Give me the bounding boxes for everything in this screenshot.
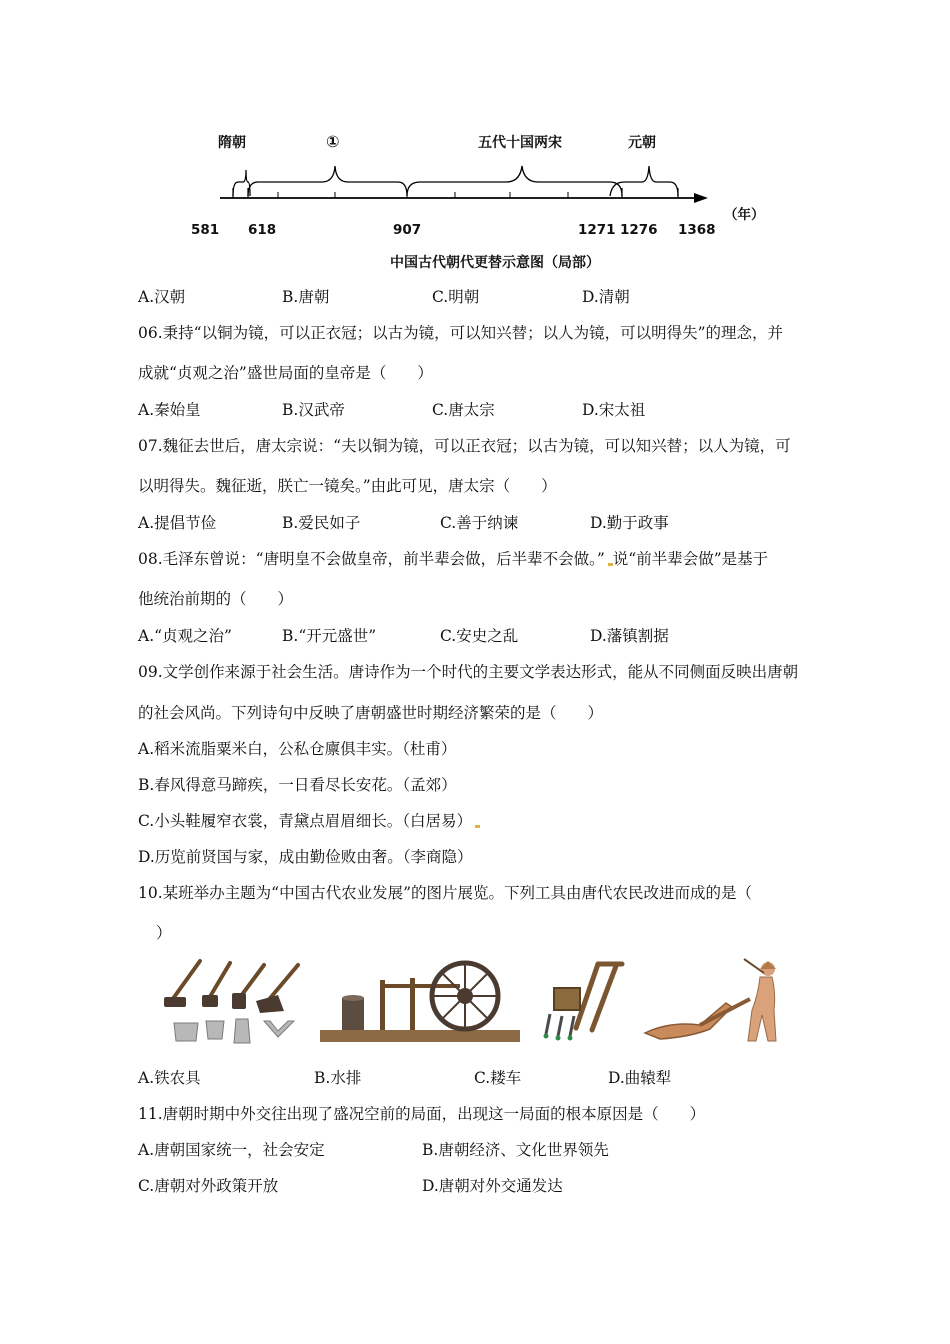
q05-option-c: C.明朝 xyxy=(432,288,480,306)
q05-option-b: B.唐朝 xyxy=(282,288,330,306)
q09-option-c-text: C.小头鞋履窄衣裳，青黛点眉眉细长。（白居易） xyxy=(138,812,472,830)
timeline-year: 618 xyxy=(248,222,277,238)
q08-stem-line2: 他统治前期的（ ） xyxy=(138,590,294,608)
q06-stem-line2: 成就“贞观之治”盛世局面的皇帝是（ ） xyxy=(138,364,433,382)
q07-option-a: A.提倡节俭 xyxy=(138,514,217,532)
q08-option-c: C.安史之乱 xyxy=(440,627,519,645)
q09-option-b: B.春风得意马蹄疾，一日看尽长安花。（孟郊） xyxy=(138,776,457,794)
timeline-year: 1271 xyxy=(578,222,616,238)
timeline-svg xyxy=(210,150,720,220)
q07-option-c: C.善于纳谏 xyxy=(440,514,519,532)
curved-plough-image xyxy=(640,955,795,1050)
q09-option-a: A.稻米流脂粟米白，公私仓廪俱丰实。（杜甫） xyxy=(138,740,457,758)
q08-stem-line1 xyxy=(138,547,768,569)
q06-option-a: A.秦始皇 xyxy=(138,401,201,419)
brace-tang xyxy=(248,166,407,196)
q09-option-c xyxy=(138,809,480,831)
timeline-year: 1276 xyxy=(620,222,658,238)
q07-option-d: D.勤于政事 xyxy=(590,514,669,532)
timeline-label-circle: ① xyxy=(326,132,340,151)
q10-stem-line1: 10.某班举办主题为“中国古代农业发展”的图片展览。下列工具由唐代农民改进而成的是（ xyxy=(138,884,753,902)
q10-option-b: B.水排 xyxy=(314,1069,362,1087)
q09-option-d: D.历览前贤国与家，成由勤俭败由奢。（李商隐） xyxy=(138,848,473,866)
timeline-year: 1368 xyxy=(678,222,716,238)
q10-option-d: D.曲辕犁 xyxy=(608,1069,672,1087)
timeline-year: 581 xyxy=(191,222,220,238)
q05-option-d: D.清朝 xyxy=(582,288,630,306)
q11-option-c: C.唐朝对外政策开放 xyxy=(138,1177,279,1195)
timeline-unit: （年） xyxy=(724,207,765,223)
q07-stem-line2: 以明得失。魏征逝，朕亡一镜矣。”由此可见，唐太宗（ ） xyxy=(138,477,557,495)
q09-stem-line2: 的社会风尚。下列诗句中反映了唐朝盛世时期经济繁荣的是（ ） xyxy=(138,704,604,722)
q11-stem: 11.唐朝时期中外交往出现了盛况空前的局面，出现这一局面的根本原因是（ ） xyxy=(138,1105,706,1123)
brace-song xyxy=(407,166,622,196)
timeline-label-yuan: 元朝 xyxy=(628,135,656,151)
timeline-label-sui: 隋朝 xyxy=(218,135,246,151)
q06-option-c: C.唐太宗 xyxy=(432,401,495,419)
q07-option-b: B.爱民如子 xyxy=(282,514,361,532)
q07-stem-line1: 07.魏征去世后，唐太宗说：“夫以铜为镜，可以正衣冠；以古为镜，可以知兴替；以人为镜，可 xyxy=(138,437,791,455)
timeline-label-five-dynasties: 五代十国两宋 xyxy=(478,135,562,151)
q06-option-d: D.宋太祖 xyxy=(582,401,646,419)
iron-tools-image xyxy=(160,955,310,1050)
q08-option-d: D.藩镇割据 xyxy=(590,627,669,645)
q11-option-b: B.唐朝经济、文化世界领先 xyxy=(422,1141,609,1159)
q06-stem-line1: 06.秉持“以铜为镜，可以正衣冠；以古为镜，可以知兴替；以人为镜，可以明得失”的理念，并 xyxy=(138,324,784,342)
timeline-arrowhead xyxy=(694,193,708,203)
q09-stem-line1: 09.文学创作来源于社会生活。唐诗作为一个时代的主要文学表达形式，能从不同侧面反映出唐朝 xyxy=(138,663,799,681)
timeline-caption: 中国古代朝代更替示意图（局部） xyxy=(390,255,600,271)
q06-option-b: B.汉武帝 xyxy=(282,401,345,419)
q08-option-b: B.“开元盛世” xyxy=(282,627,377,645)
q10-option-a: A.铁农具 xyxy=(138,1069,201,1087)
q10-stem-line2: ） xyxy=(156,924,172,942)
q10-option-c: C.耧车 xyxy=(474,1069,522,1087)
q11-option-d: D.唐朝对外交通发达 xyxy=(422,1177,563,1195)
q08-stem-line1-part2: 说“前半辈会做”是基于 xyxy=(612,550,769,568)
q08-option-a: A.“贞观之治” xyxy=(138,627,232,645)
q11-option-a: A.唐朝国家统一，社会安定 xyxy=(138,1141,325,1159)
brace-yuan xyxy=(610,166,678,196)
timeline-year: 907 xyxy=(393,222,422,238)
q08-stem-line1-part1: 08.毛泽东曾说：“唐明皇不会做皇帝，前半辈会做，后半辈不会做。” xyxy=(138,550,605,568)
text-mark xyxy=(475,825,480,828)
seed-drill-image xyxy=(536,958,631,1043)
q05-option-a: A.汉朝 xyxy=(138,288,186,306)
water-bellows-image xyxy=(320,960,520,1045)
